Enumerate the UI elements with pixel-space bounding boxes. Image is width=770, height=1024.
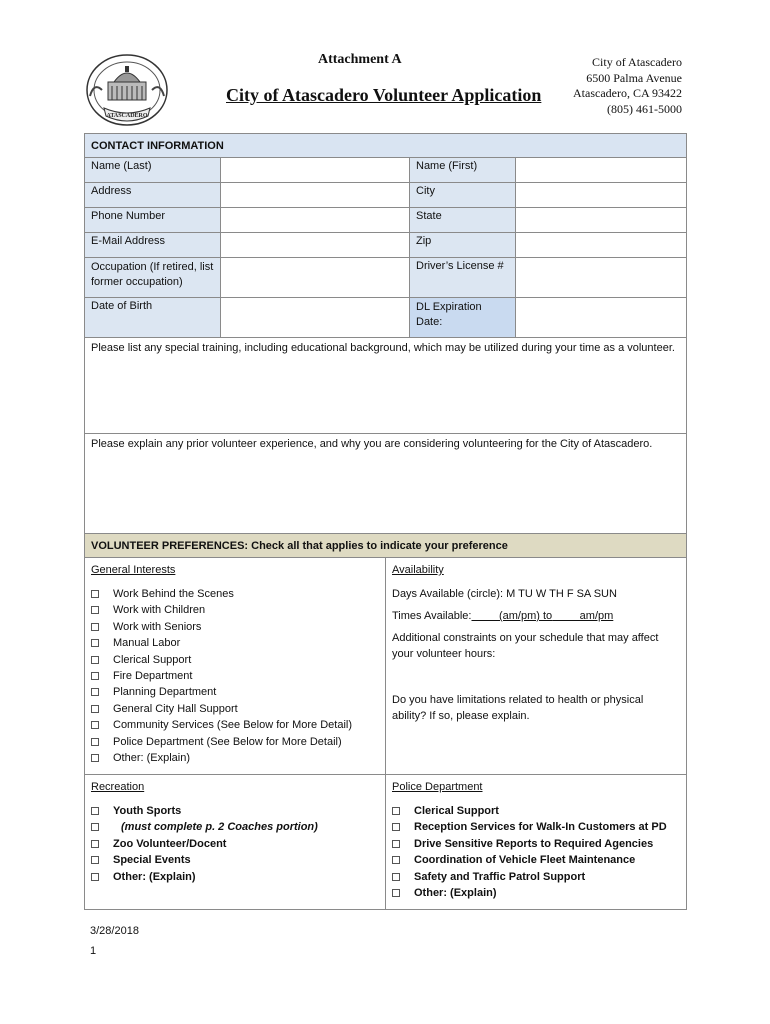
volunteer-preferences-heading: VOLUNTEER PREFERENCES: Check all that applies to indicate your preference [85,534,686,558]
checkbox-item[interactable] [392,885,680,901]
drivers-license-label: Driver’s License # [410,258,516,298]
police-department-column [386,775,686,909]
dl-expiration-label: DL Expiration Date: [410,298,516,338]
health-limitations-prompt[interactable]: Do you have limitations related to health or physical ability? If so, please explain. [392,694,644,722]
schedule-constraints-prompt[interactable]: Additional constraints on your schedule that may affect your volunteer hours: [392,632,659,660]
state-field[interactable] [516,208,687,233]
checkbox-label: Youth Sports [113,805,182,817]
checkbox[interactable] [91,823,99,831]
days-available[interactable]: Days Available (circle): M TU W TH F SA SUN [392,588,617,600]
checkbox-item[interactable] [91,635,379,651]
checkbox-label: Manual Labor [113,637,181,650]
checkbox-label: Safety and Traffic Patrol Support [414,870,586,883]
recreation-title: Recreation [91,781,145,793]
availability-column [386,558,686,774]
address-line: City of Atascadero [592,55,682,69]
checkbox[interactable] [91,721,99,729]
checkbox-label: Other: (Explain) [113,752,191,765]
checkbox-label: Drive Sensitive Reports to Required Agencies [414,837,654,850]
date-of-birth-field[interactable] [221,298,410,338]
checkbox-item[interactable] [91,734,379,750]
checkbox-label: General City Hall Support [113,702,238,715]
checkbox-label: Reception Services for Walk-In Customers at PD [414,821,667,834]
times-available[interactable] [392,608,680,624]
name-last-field[interactable] [221,158,410,183]
checkbox[interactable] [392,873,400,881]
footer-date: 3/28/2018 [90,925,139,937]
checkbox-label: Work with Children [113,604,206,617]
checkbox-item[interactable] [91,602,379,618]
name-first-label: Name (First) [410,158,516,183]
checkbox-item[interactable] [91,619,379,635]
checkbox-label: Work Behind the Scenes [113,588,234,600]
checkbox[interactable] [91,840,99,848]
checkbox-item[interactable] [91,701,379,717]
address-label: Address [85,183,221,208]
page-title: City of Atascadero Volunteer Application [226,85,542,105]
checkbox-item[interactable] [91,819,379,835]
checkbox-label: Work with Seniors [113,620,202,633]
checkbox-item[interactable] [392,852,680,868]
checkbox-item[interactable] [91,684,379,700]
availability-title: Availability [392,564,444,576]
checkbox[interactable] [392,807,400,815]
police-department-title: Police Department [392,781,483,793]
checkbox[interactable] [91,873,99,881]
checkbox[interactable] [91,672,99,680]
seal-ribbon-text: ATASCADERO [106,113,148,119]
checkbox-label: Community Services (See Below for More Detail) [113,719,353,732]
checkbox-label: Zoo Volunteer/Docent [113,837,227,850]
checkbox-item[interactable] [91,652,379,668]
zip-label: Zip [410,233,516,258]
phone-label: Phone Number [85,208,221,233]
checkbox-item[interactable] [91,717,379,733]
special-training-prompt[interactable]: Please list any special training, including educational background, which may be utilized during your time as a volunteer. [85,338,687,434]
date-of-birth-label: Date of Birth [85,298,221,338]
checkbox[interactable] [91,856,99,864]
checkbox[interactable] [91,623,99,631]
checkbox[interactable] [91,754,99,762]
recreation-column [85,775,386,909]
checkbox[interactable] [392,840,400,848]
checkbox-label: Other: (Explain) [414,887,497,900]
email-label: E-Mail Address [85,233,221,258]
contact-information-table [84,133,687,534]
checkbox-label: Other: (Explain) [113,870,196,883]
checkbox[interactable] [91,590,99,598]
occupation-label: Occupation (If retired, list former occupation) [85,258,221,298]
checkbox[interactable] [91,606,99,614]
checkbox[interactable] [91,807,99,815]
phone-field[interactable] [221,208,410,233]
city-field[interactable] [516,183,687,208]
checkbox-label: Clerical Support [414,805,499,817]
checkbox-item[interactable] [392,869,680,885]
checkbox-label: Clerical Support [113,653,192,666]
email-field[interactable] [221,233,410,258]
checkbox-item[interactable] [91,668,379,684]
checkbox-label: Coordination of Vehicle Fleet Maintenance [414,854,636,867]
address-field[interactable] [221,183,410,208]
volunteer-preferences-section [84,533,687,910]
volunteer-experience-prompt[interactable]: Please explain any prior volunteer experience, and why you are considering volunteering for the City of Atascadero. [85,434,687,534]
general-interests-title: General Interests [91,564,176,576]
name-first-field[interactable] [516,158,687,183]
zip-field[interactable] [516,233,687,258]
checkbox-item[interactable] [392,819,680,835]
checkbox-item[interactable] [392,836,680,852]
checkbox[interactable] [91,705,99,713]
checkbox-item[interactable] [91,836,379,852]
page-footer [90,921,139,961]
checkbox-label: Police Department (See Below for More Detail) [113,735,342,748]
attachment-label: Attachment A [318,52,402,67]
checkbox-label: Planning Department [113,686,217,699]
name-last-label: Name (Last) [85,158,221,183]
drivers-license-field[interactable] [516,258,687,298]
city-label: City [410,183,516,208]
checkbox[interactable] [91,688,99,696]
times-end-blank[interactable]: am/pm [552,610,614,622]
checkbox-item[interactable] [91,869,379,885]
general-interests-column [85,558,386,774]
times-start-blank[interactable]: (am/pm) to [471,610,553,622]
address-line: 6500 Palma Avenue [586,70,682,85]
checkbox-label: Fire Department [113,670,193,683]
checkbox-item[interactable] [91,750,379,766]
checkbox[interactable] [91,738,99,746]
checkbox[interactable] [392,856,400,864]
occupation-field[interactable] [221,258,410,298]
times-available-label: Times Available: [392,610,472,622]
checkbox[interactable] [91,656,99,664]
page-number: 1 [90,945,97,957]
checkbox-item[interactable] [91,586,379,602]
city-seal-logo [84,52,170,128]
checkbox[interactable] [392,889,400,897]
checkbox-label: (must complete p. 2 Coaches portion) [121,821,318,834]
checkbox-label: Special Events [113,854,191,867]
city-address [573,55,682,117]
state-label: State [410,208,516,233]
address-line: (805) 461-5000 [607,101,682,116]
checkbox-item[interactable] [91,803,379,819]
checkbox-item[interactable] [91,852,379,868]
contact-information-heading: CONTACT INFORMATION [85,134,687,158]
checkbox[interactable] [91,639,99,647]
address-line: Atascadero, CA 93422 [573,86,682,100]
checkbox[interactable] [392,823,400,831]
dl-expiration-field[interactable] [516,298,687,338]
checkbox-item[interactable] [392,803,680,819]
